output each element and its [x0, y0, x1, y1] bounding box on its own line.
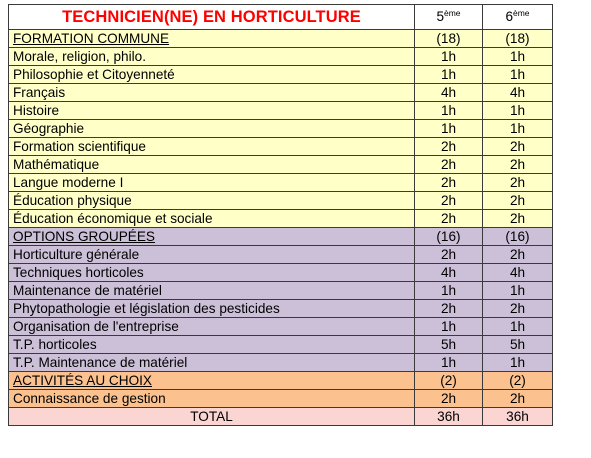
hours-year-5: 1h [415, 120, 483, 138]
table-body [9, 30, 553, 426]
hours-year-6: (2) [483, 372, 553, 390]
hours-year-5: 1h [415, 282, 483, 300]
hours-year-6: 2h [483, 390, 553, 408]
hours-year-6: 1h [483, 120, 553, 138]
hours-year-5: 2h [415, 174, 483, 192]
hours-year-6: 2h [483, 192, 553, 210]
table-row [9, 246, 553, 264]
hours-year-5: 2h [415, 246, 483, 264]
table-row [9, 102, 553, 120]
subject-label: Organisation de l'entreprise [9, 318, 415, 336]
hours-year-5: 1h [415, 48, 483, 66]
hours-year-6: 1h [483, 66, 553, 84]
column-header-year-5 [415, 5, 483, 30]
year-5-suffix: ème [444, 8, 461, 18]
section-label: ACTIVITÉS AU CHOIX [9, 372, 415, 390]
year-6-number: 6 [505, 9, 513, 24]
hours-year-6: 2h [483, 138, 553, 156]
subject-label: T.P. horticoles [9, 336, 415, 354]
total-label: TOTAL [9, 408, 415, 426]
section-row [9, 30, 553, 48]
hours-year-6: 2h [483, 300, 553, 318]
hours-year-6: 2h [483, 156, 553, 174]
table-row [9, 174, 553, 192]
hours-year-6: 4h [483, 84, 553, 102]
hours-year-6: (18) [483, 30, 553, 48]
table-title: TECHNICIEN(NE) EN HORTICULTURE [9, 5, 415, 30]
hours-year-5: 36h [415, 408, 483, 426]
section-label: OPTIONS GROUPÉES [9, 228, 415, 246]
hours-year-6: 1h [483, 282, 553, 300]
table-row [9, 390, 553, 408]
hours-year-5: 2h [415, 156, 483, 174]
table-row [9, 156, 553, 174]
subject-label: Phytopathologie et législation des pesticides [9, 300, 415, 318]
hours-year-5: 1h [415, 318, 483, 336]
hours-year-5: 4h [415, 264, 483, 282]
subject-label: Langue moderne I [9, 174, 415, 192]
hours-year-5: 2h [415, 210, 483, 228]
hours-year-5: 5h [415, 336, 483, 354]
hours-year-5: 1h [415, 66, 483, 84]
table-row [9, 282, 553, 300]
hours-year-5: 2h [415, 300, 483, 318]
hours-year-5: (16) [415, 228, 483, 246]
hours-year-5: 1h [415, 354, 483, 372]
subject-label: Histoire [9, 102, 415, 120]
table-row [9, 300, 553, 318]
curriculum-table-wrapper [8, 4, 553, 426]
table-header-row [9, 5, 553, 30]
subject-label: Formation scientifique [9, 138, 415, 156]
subject-label: Techniques horticoles [9, 264, 415, 282]
subject-label: Mathématique [9, 156, 415, 174]
hours-year-5: 2h [415, 192, 483, 210]
table-row [9, 264, 553, 282]
section-row [9, 372, 553, 390]
column-header-year-6 [483, 5, 553, 30]
table-row [9, 336, 553, 354]
table-row [9, 120, 553, 138]
hours-year-6: 5h [483, 336, 553, 354]
hours-year-5: 2h [415, 138, 483, 156]
section-row [9, 228, 553, 246]
subject-label: Maintenance de matériel [9, 282, 415, 300]
hours-year-6: 1h [483, 354, 553, 372]
hours-year-6: 2h [483, 210, 553, 228]
table-row [9, 210, 553, 228]
subject-label: Philosophie et Citoyenneté [9, 66, 415, 84]
subject-label: Éducation économique et sociale [9, 210, 415, 228]
hours-year-6: 1h [483, 48, 553, 66]
table-row [9, 192, 553, 210]
table-row [9, 138, 553, 156]
curriculum-table [8, 4, 553, 426]
subject-label: T.P. Maintenance de matériel [9, 354, 415, 372]
subject-label: Morale, religion, philo. [9, 48, 415, 66]
hours-year-6: 2h [483, 174, 553, 192]
hours-year-5: 2h [415, 390, 483, 408]
hours-year-5: (2) [415, 372, 483, 390]
hours-year-6: 1h [483, 318, 553, 336]
hours-year-5: (18) [415, 30, 483, 48]
hours-year-6: 4h [483, 264, 553, 282]
table-row [9, 66, 553, 84]
total-row [9, 408, 553, 426]
hours-year-5: 1h [415, 102, 483, 120]
subject-label: Connaissance de gestion [9, 390, 415, 408]
subject-label: Français [9, 84, 415, 102]
table-row [9, 48, 553, 66]
subject-label: Horticulture générale [9, 246, 415, 264]
subject-label: Géographie [9, 120, 415, 138]
year-6-suffix: ème [513, 8, 530, 18]
hours-year-6: 36h [483, 408, 553, 426]
hours-year-6: 2h [483, 246, 553, 264]
table-row [9, 84, 553, 102]
hours-year-6: 1h [483, 102, 553, 120]
table-row [9, 318, 553, 336]
hours-year-6: (16) [483, 228, 553, 246]
section-label: FORMATION COMMUNE [9, 30, 415, 48]
hours-year-5: 4h [415, 84, 483, 102]
subject-label: Éducation physique [9, 192, 415, 210]
year-5-number: 5 [436, 9, 444, 24]
table-row [9, 354, 553, 372]
